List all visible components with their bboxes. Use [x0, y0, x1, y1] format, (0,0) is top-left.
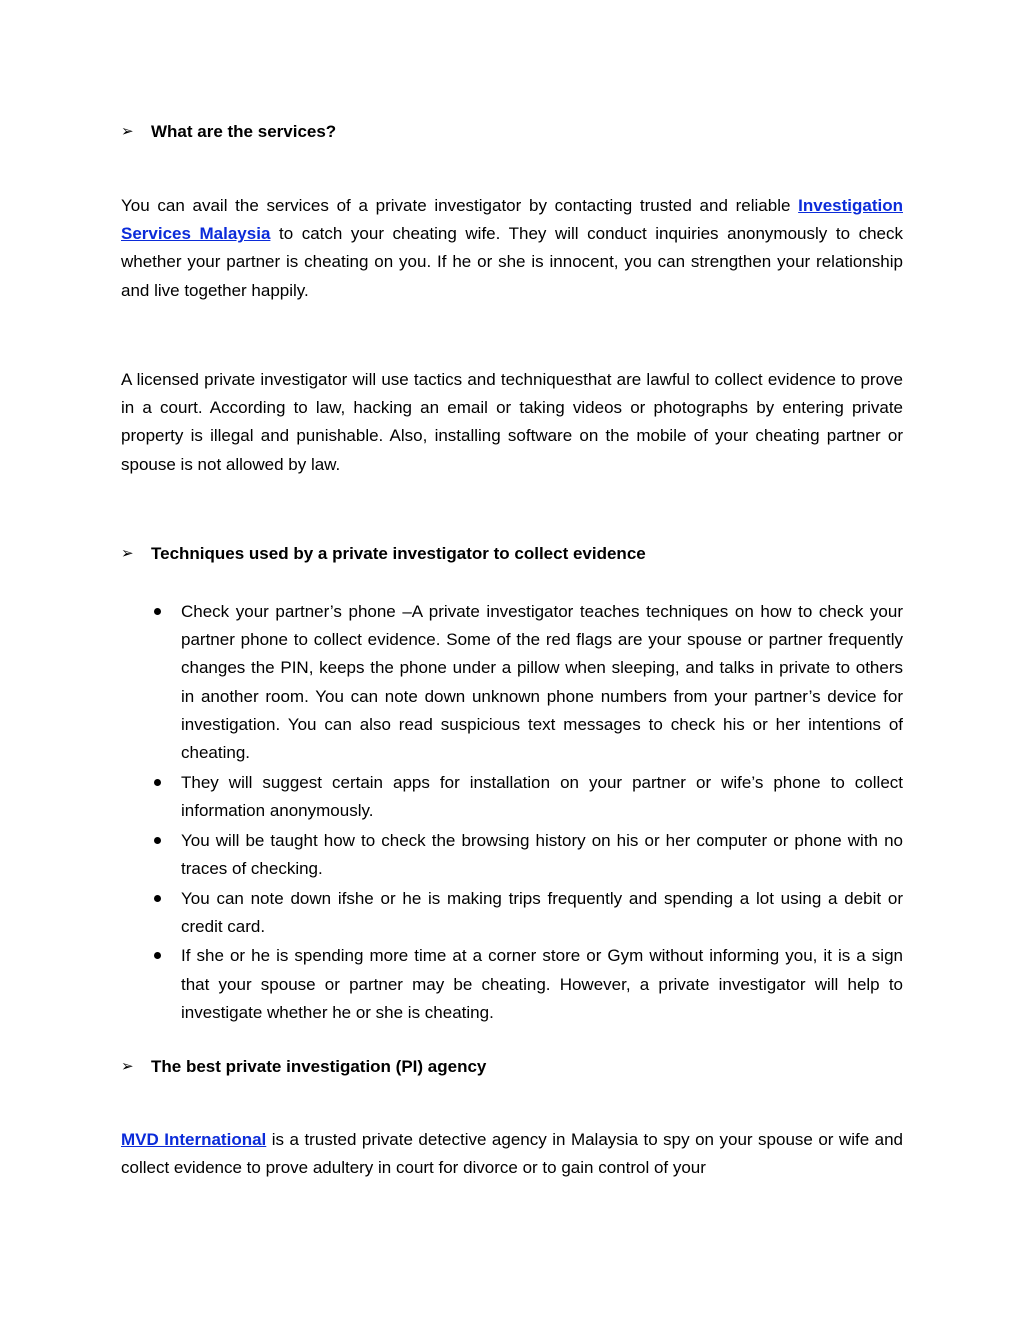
- round-bullet-icon: [154, 779, 161, 786]
- list-item-text: Check your partner’s phone –A private investigator teaches techniques on how to check your partner phone to collect evidence. Some of the red flags are your spouse or partner frequently changes the PIN, keeps the phone under a pillow when sleeping, and talks in private to others in another room. You can note down unknown phone numbers from your partner’s device for investigation. You can also read suspicious text messages to check his or her intentions of cheating.: [181, 602, 903, 763]
- agency-paragraph-rest: is a trusted private detective agency in Malaysia to spy on your spouse or wife and collect evidence to prove adultery in court for divorce or to gain control of your: [121, 1130, 904, 1178]
- services-heading-text: What are the services?: [151, 122, 337, 141]
- list-item: [121, 885, 903, 941]
- techniques-list: [121, 598, 903, 1029]
- techniques-heading-text: Techniques used by a private investigator to collect evidence: [151, 544, 646, 563]
- list-item-text: They will suggest certain apps for installation on your partner or wife’s phone to collect information anonymously.: [181, 772, 903, 820]
- list-item-text: You will be taught how to check the browsing history on his or her computer or phone with no traces of checking.: [181, 830, 903, 878]
- list-item-text: If she or he is spending more time at a corner store or Gym without informing you, it is a sign that your spouse or partner may be cheating. However, a private investigator will help to investigate whether he or she is cheating.: [181, 946, 903, 1022]
- list-item-text: You can note down ifshe or he is making trips frequently and spending a lot using a debit or credit card.: [181, 888, 903, 936]
- agency-paragraph: [121, 1126, 903, 1182]
- round-bullet-icon: [154, 837, 161, 844]
- round-bullet-icon: [154, 895, 161, 902]
- arrow-bullet-icon: ➢: [121, 545, 134, 562]
- list-item: [121, 598, 903, 767]
- list-item: [121, 942, 903, 1027]
- agency-heading: [121, 1056, 911, 1078]
- arrow-bullet-icon: ➢: [121, 123, 134, 140]
- list-item: [121, 827, 903, 883]
- list-item: [121, 769, 903, 825]
- services-paragraph-lead: You can avail the services of a private investigator by contacting trusted and reliable: [121, 196, 799, 215]
- round-bullet-icon: [154, 608, 161, 615]
- services-paragraph-rest: to catch your cheating wife. They will conduct inquiries anonymously to check whether your partner is cheating on you. If he or she is innocent, you can strengthen your relationship and live together happily.: [121, 224, 904, 300]
- arrow-bullet-icon: ➢: [121, 1058, 134, 1075]
- licensed-investigator-paragraph: A licensed private investigator will use tactics and techniquesthat are lawful to collect evidence to prove in a court. According to law, hacking an email or taking videos or photographs by entering private property is illegal and punishable. Also, installing software on the mobile of your cheating partner or spouse is not allowed by law.: [121, 370, 903, 474]
- round-bullet-icon: [154, 952, 161, 959]
- mvd-international-link[interactable]: MVD International: [121, 1130, 267, 1149]
- agency-heading-text: The best private investigation (PI) agency: [151, 1057, 487, 1076]
- services-heading: [121, 121, 911, 143]
- services-paragraph: [121, 192, 903, 305]
- investigation-services-malaysia-link[interactable]: Investigation Services Malaysia: [121, 196, 903, 244]
- techniques-heading: [121, 543, 911, 565]
